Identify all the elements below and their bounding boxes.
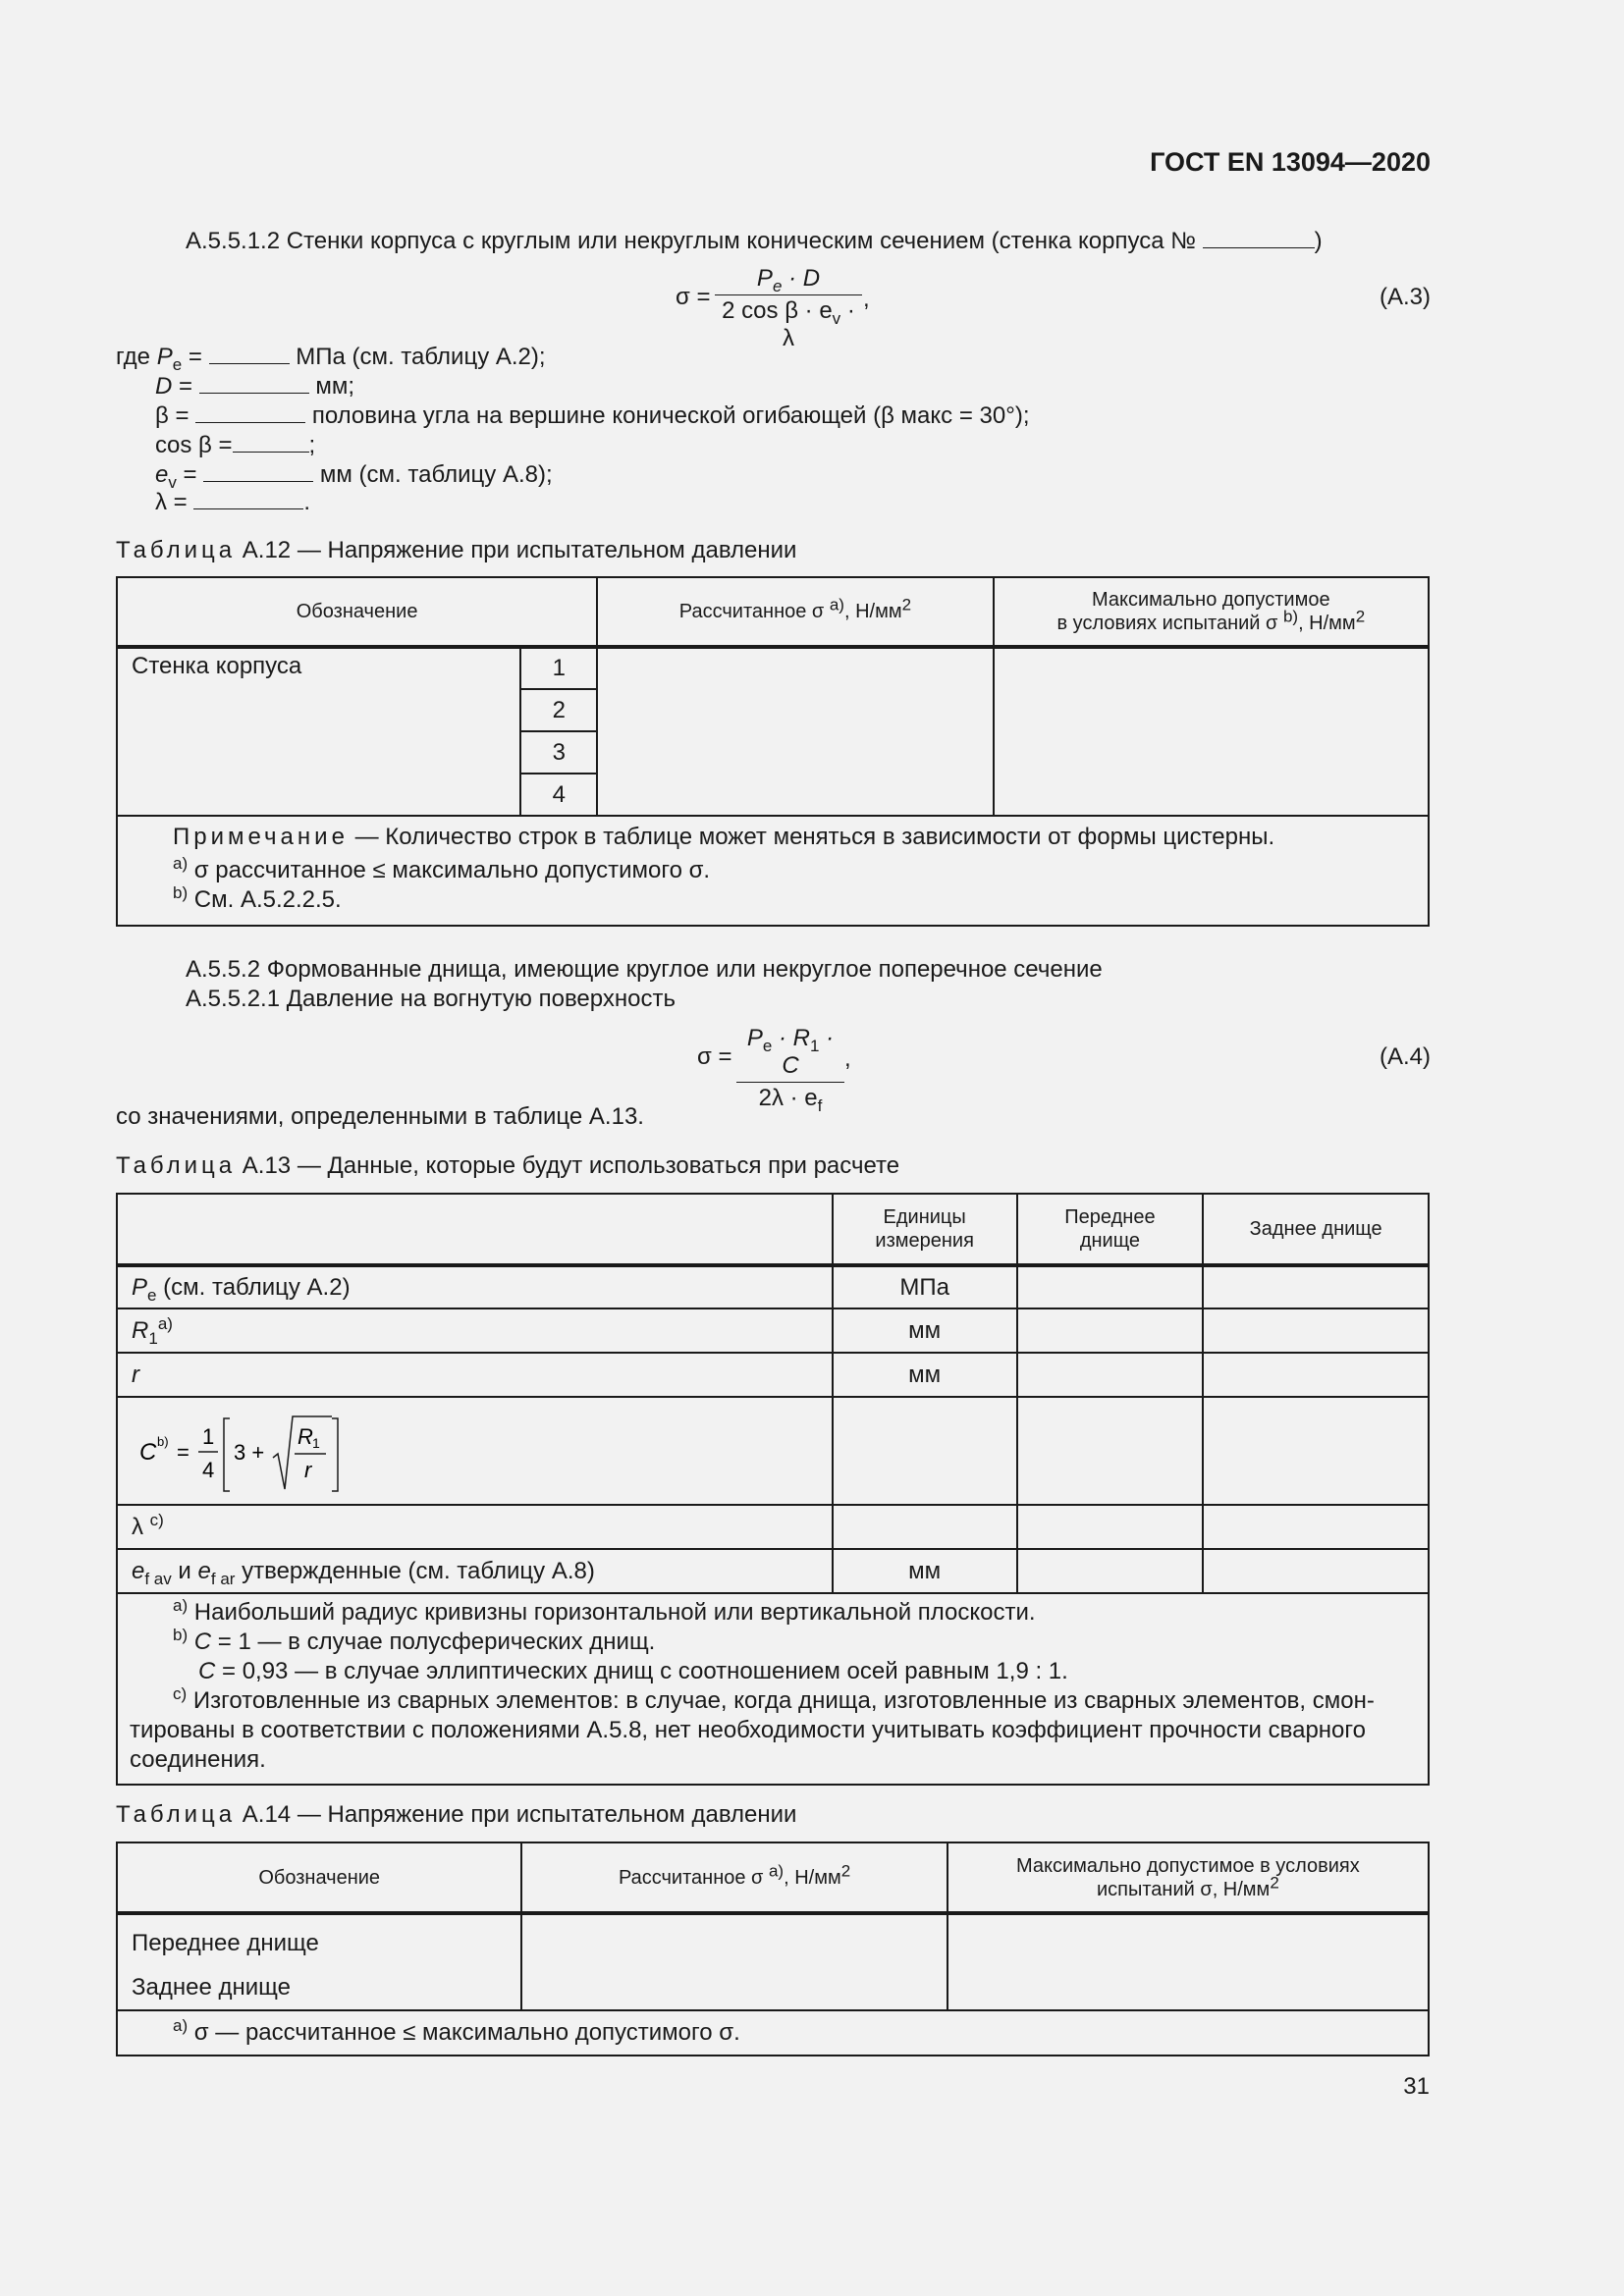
table-a13-rear-cell (1203, 1265, 1429, 1308)
formula-a3-comma: , (863, 286, 870, 312)
table-a13-rear-cell (1203, 1353, 1429, 1397)
table-a12-head-designation: Обозначение (117, 577, 597, 647)
table-a13-footnote-b: $^{b)}$ C = 1 — в случае полусферических днищ. (173, 1626, 656, 1655)
formula-a3-denominator: 2 $\cos \beta \cdot e_v \cdot \lambda$ (722, 297, 855, 351)
table-a12-caption: Таблица А.12 — Напряжение при испытательном давлении (116, 537, 797, 563)
table-a12-notes (117, 816, 1429, 926)
table-a13-row-label: $P_e$ (см. таблицу А.2) (117, 1265, 833, 1308)
section-a552-heading: А.5.5.2 Формованные днища, имеющие круглое или некруглое поперечное сечение (186, 956, 1103, 983)
table-a13-rear-cell (1203, 1397, 1429, 1505)
table-a13-units-cell (833, 1505, 1017, 1549)
formula-a4-fraction (736, 1025, 844, 1115)
formula-a4-numerator: $P_e \cdot R_1 \cdot C$ (736, 1025, 844, 1083)
formula-a4-number: (А.4) (1379, 1043, 1431, 1070)
table-a13 (116, 1193, 1430, 1786)
table-a13-rear-cell (1203, 1505, 1429, 1549)
table-a13-head-units: Единицы измерения (833, 1194, 1017, 1265)
table-a12-row-number: 1 (520, 647, 597, 689)
table-a13-head-empty (117, 1194, 833, 1265)
table-a13-head-rear: Заднее днище (1203, 1194, 1429, 1265)
table-a14-head-max: Максимально допустимое в условиях испытаний σ, $Н/мм^2$ (947, 1842, 1429, 1913)
c-formula (130, 1403, 365, 1501)
table-a14-row-rear: Заднее днище (132, 1974, 291, 2001)
table-a13-units-cell (833, 1397, 1017, 1505)
table-a13-c-formula-cell (117, 1397, 833, 1505)
table-a13-row-unit: МПа (833, 1265, 1017, 1308)
table-a13-row-label: λ $^{c)}$ (117, 1505, 833, 1549)
table-a13-row-label: r (117, 1353, 833, 1397)
c-sup: b) (157, 1434, 169, 1449)
table-a13-row-unit: мм (833, 1549, 1017, 1593)
table-a13-footnote-c-line3: соединения. (130, 1746, 266, 1773)
c-r1-sub: 1 (312, 1435, 320, 1451)
c-symbol: C (139, 1439, 157, 1466)
table-a14 (116, 1842, 1430, 2056)
c-equals: = (177, 1440, 189, 1465)
table-a13-footnote-b2: C = 0,93 — в случае эллиптических днищ с соотношением осей равным 1,9 : 1. (198, 1658, 1068, 1684)
formula-a3-lhs: σ = (676, 284, 711, 310)
where-line-lambda: λ = . (155, 489, 311, 515)
table-a12-footnote-b: $^{b)}$ См. А.5.2.2.5. (173, 883, 342, 913)
formula-a3-fraction (715, 265, 862, 352)
table-a13-footnote-c-line2: тированы в соответствии с положениями А.5.8, нет необходимости учитывать коэффициент прочности сварного (130, 1717, 1366, 1743)
table-a12-max-cell (994, 647, 1429, 816)
table-a13-front-cell (1017, 1397, 1204, 1505)
table-a14-row-front: Переднее днище (132, 1930, 319, 1956)
table-a12-row-number: 4 (520, 774, 597, 816)
table-a14-row-labels (117, 1913, 521, 2010)
c-r: r (304, 1458, 312, 1482)
table-a13-front-cell (1017, 1308, 1204, 1353)
table-a13-footnotes (117, 1593, 1429, 1785)
table-a12-row-label: Стенка корпуса (117, 647, 520, 816)
table-a13-caption: Таблица А.13 — Данные, которые будут использоваться при расчете (116, 1152, 900, 1179)
formula-a4-comma: , (844, 1045, 851, 1072)
heading-end: ) (1314, 228, 1323, 254)
table-a13-row-label: $R_1^{а)}$ (117, 1308, 833, 1353)
formula-a3-number: (А.3) (1379, 284, 1431, 310)
table-a12 (116, 576, 1430, 927)
table-a12-head-max: Максимально допустимое в условиях испытаний σ $^{b)}$, $Н/мм^2$ (994, 577, 1429, 647)
page-number: 31 (1403, 2073, 1430, 2100)
table-a13-rear-cell (1203, 1549, 1429, 1593)
document-header-title: ГОСТ EN 13094—2020 (1150, 147, 1431, 177)
section-a5512-heading (186, 226, 1323, 256)
table-a14-head-calc: Рассчитанное σ $^{а)}$, $Н/мм^2$ (521, 1842, 947, 1913)
table-a12-footnote-a: $^{а)}$ σ рассчитанное ≤ максимально допустимого σ. (173, 854, 711, 883)
table-a12-row-number: 2 (520, 689, 597, 731)
table-a14-max-cell (947, 1913, 1429, 2010)
where-line-beta: β = половина угла на вершине конической огибающей (β макс = 30°); (155, 402, 1030, 429)
table-a13-row-unit: мм (833, 1308, 1017, 1353)
table-a14-footnote: $^{а)}$ σ — рассчитанное ≤ максимально допустимого σ. (117, 2010, 1429, 2056)
section-a5521-heading: А.5.5.2.1 Давление на вогнутую поверхность (186, 986, 676, 1012)
values-sentence: со значениями, определенными в таблице А.13. (116, 1103, 644, 1130)
c-four: 4 (202, 1458, 215, 1482)
heading-text: А.5.5.1.2 Стенки корпуса с круглым или некруглым коническим сечением (стенка корпуса № (186, 228, 1196, 254)
table-a13-footnote-c: $^{c)}$ Изготовленные из сварных элементов: в случае, когда днища, изготовленные из сварных элементов, смон- (173, 1684, 1375, 1714)
where-line-ev: $e_v$ = мм (см. таблицу А.8); (155, 461, 553, 492)
blank-field (1203, 226, 1315, 248)
table-a14-calc-cell (521, 1913, 947, 2010)
formula-a4-denominator: $2\lambda \cdot e_f$ (758, 1085, 823, 1115)
formula-a4-lhs: σ = (697, 1043, 732, 1070)
table-a12-calc-cell (597, 647, 993, 816)
table-a13-front-cell (1017, 1549, 1204, 1593)
table-a13-front-cell (1017, 1265, 1204, 1308)
table-a13-footnote-a: $^{а)}$ Наибольший радиус кривизны горизонтальной или вертикальной плоскости. (173, 1596, 1036, 1626)
formula-a3-numerator: $P_e \cdot D$ (715, 265, 862, 295)
table-a13-row-unit: мм (833, 1353, 1017, 1397)
table-a12-head-calc: Рассчитанное σ $^{а)}$, $Н/мм^2$ (597, 577, 993, 647)
c-one: 1 (202, 1424, 215, 1449)
c-three: 3 + (234, 1440, 265, 1465)
table-a13-front-cell (1017, 1353, 1204, 1397)
c-r1: R (298, 1424, 313, 1449)
where-line-cos: cos β = ; (155, 432, 316, 458)
table-a13-head-front: Переднее днище (1017, 1194, 1204, 1265)
table-a12-row-number: 3 (520, 731, 597, 774)
table-a13-rear-cell (1203, 1308, 1429, 1353)
where-line-pe: где $P_e$ = МПа (см. таблицу А.2); (116, 344, 546, 374)
table-a13-front-cell (1017, 1505, 1204, 1549)
table-a12-note: Примечание — Количество строк в таблице может меняться в зависимости от формы цистерны. (173, 824, 1275, 850)
where-line-d: D = мм; (155, 373, 355, 400)
table-a14-head-designation: Обозначение (117, 1842, 521, 1913)
table-a13-row-label: $e_{f av}$ и $e_{f ar}$ утвержденные (см. таблицу А.8) (117, 1549, 833, 1593)
table-a14-caption: Таблица А.14 — Напряжение при испытательном давлении (116, 1801, 797, 1828)
